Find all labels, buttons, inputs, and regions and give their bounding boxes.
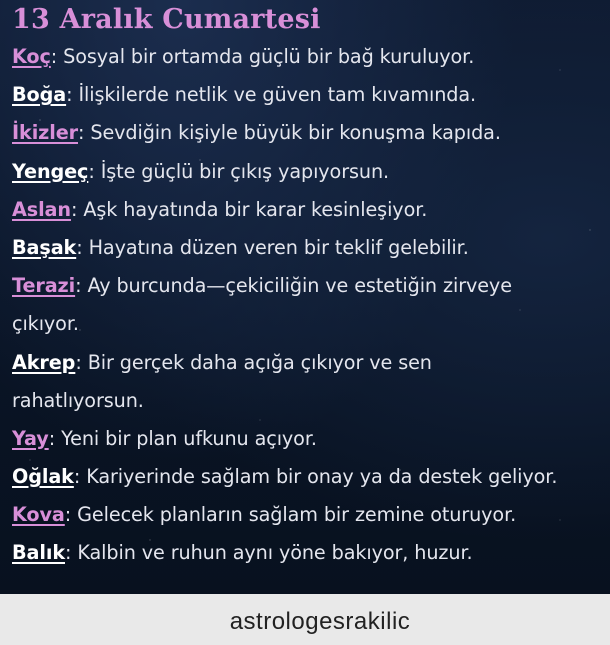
- horoscope-list: [12, 38, 606, 573]
- list-item: [12, 534, 606, 572]
- sign-label-akrep: Akrep: [12, 350, 76, 374]
- horoscope-text: Hayatına düzen veren bir teklif gelebilir.: [82, 235, 469, 259]
- list-item: [12, 114, 606, 152]
- sign-label-ikizler: İkizler: [12, 121, 78, 145]
- horoscope-text: Kalbin ve ruhun aynı yöne bakıyor, huzur.: [71, 541, 473, 565]
- horoscope-text: Aşk hayatında bir karar kesinleşiyor.: [77, 197, 428, 221]
- sign-separator: :: [73, 465, 81, 489]
- list-item: [12, 344, 606, 382]
- sign-separator: :: [64, 503, 72, 527]
- list-item: [12, 76, 606, 114]
- sign-separator: :: [48, 426, 56, 450]
- horoscope-text: Sosyal bir ortamda güçlü bir bağ kuruluyor.: [57, 45, 475, 68]
- list-item-continuation: [12, 305, 606, 343]
- list-item-continuation: [12, 382, 606, 420]
- list-item: [12, 38, 606, 76]
- caption-bar: [0, 594, 610, 645]
- sign-separator: :: [88, 159, 95, 183]
- list-item: [12, 420, 606, 458]
- horoscope-text: Gelecek planların sağlam bir zemine oturuyor.: [71, 503, 517, 527]
- list-item: [12, 153, 606, 191]
- sign-separator: :: [76, 235, 83, 259]
- horoscope-text: Bir gerçek daha açığa çıkıyor ve sen: [81, 350, 432, 374]
- sign-separator: :: [78, 121, 85, 145]
- sign-label-basak: Başak: [12, 235, 77, 259]
- horoscope-text-continued: çıkıyor.: [12, 312, 79, 336]
- sign-label-yengec: Yengeç: [12, 159, 89, 183]
- sign-label-terazi: Terazi: [12, 274, 76, 298]
- list-item: [12, 458, 606, 496]
- sign-label-yay: Yay: [12, 426, 49, 450]
- horoscope-text: İlişkilerde netlik ve güven tam kıvamında.: [72, 83, 477, 107]
- sign-separator: :: [66, 83, 73, 107]
- list-item: [12, 267, 606, 305]
- page-title: 13 Aralık Cumartesi: [12, 4, 321, 35]
- sign-separator: :: [75, 274, 82, 298]
- sign-separator: :: [70, 197, 78, 221]
- sign-label-balik: Balık: [12, 541, 65, 565]
- sign-separator: :: [65, 541, 72, 565]
- list-item: [12, 229, 606, 267]
- sign-label-boga: Boğa: [12, 83, 67, 107]
- horoscope-text: Yeni bir plan ufkunu açıyor.: [55, 426, 317, 450]
- sign-label-aslan: Aslan: [12, 197, 71, 221]
- sign-label-koc: Koç: [12, 45, 51, 68]
- author-handle: astrologesrakilic: [229, 608, 411, 635]
- sign-separator: :: [50, 45, 58, 68]
- sign-label-oglak: Oğlak: [12, 465, 74, 489]
- horoscope-text: İşte güçlü bir çıkış yapıyorsun.: [94, 159, 390, 183]
- horoscope-text: Kariyerinde sağlam bir onay ya da destek geliyor.: [80, 465, 558, 489]
- list-item: [12, 496, 606, 534]
- sign-label-kova: Kova: [12, 503, 65, 527]
- list-item: [12, 191, 606, 229]
- horoscope-text-continued: rahatlıyorsun.: [12, 388, 144, 412]
- sign-separator: :: [75, 350, 82, 374]
- horoscope-text: Sevdiğin kişiyle büyük bir konuşma kapıda.: [84, 121, 501, 145]
- horoscope-text: Ay burcunda—çekiciliğin ve estetiğin zirveye: [81, 274, 512, 298]
